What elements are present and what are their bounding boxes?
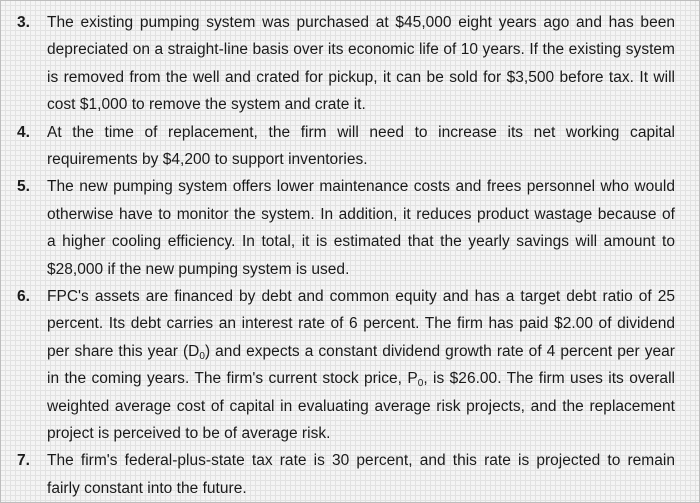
text-line: requirements by $4,200 to support inventories. (47, 150, 368, 168)
subscript: 0 (199, 350, 205, 362)
text-line: a higher cooling efficiency. In total, it is estimated that the yearly savings will amount to (47, 233, 675, 251)
item-number: 4. (17, 123, 30, 141)
text-line-with-subscript (47, 365, 675, 392)
text-line: FPC's assets are financed by debt and common equity and has a target debt ratio of 25 (47, 288, 675, 305)
text-line: project is perceived to be of average risk. (47, 425, 331, 442)
text-segment: , is $26.00. The firm uses its overall (423, 370, 675, 388)
text-line: At the time of replacement, the firm will need to increase its net working capital (47, 123, 675, 141)
text-line: depreciated on a straight-line basis over its economic life of 10 years. If the existing system (47, 41, 675, 59)
item-number: 3. (17, 14, 30, 31)
item-number: 7. (17, 452, 30, 470)
text-line: cost $1,000 to remove the system and crate it. (47, 96, 366, 114)
text-line: The firm's federal-plus-state tax rate is 30 percent, and this rate is projected to remain (47, 452, 675, 470)
text-line: $28,000 if the new pumping system is used. (47, 260, 350, 278)
text-segment: per share this year (D (47, 342, 200, 360)
text-line: The new pumping system offers lower maintenance costs and frees personnel who would (47, 178, 675, 196)
text-line: percent. Its debt carries an interest rate of 6 percent. The firm has paid $2.00 of dividend (47, 315, 675, 333)
text-line: weighted average cost of capital in evaluating average risk projects, and the replacement (47, 397, 675, 415)
text-line: fairly constant into the future. (47, 479, 247, 497)
text-line-with-subscript (47, 338, 675, 365)
subscript: 0 (417, 378, 424, 390)
text-segment: in the coming years. The firm's current stock price, P (47, 370, 418, 388)
text-line: is removed from the well and crated for pickup, it can be sold for $3,500 before tax. It will (47, 68, 675, 86)
text-line: otherwise have to monitor the system. In addition, it reduces product wastage because of (47, 205, 675, 223)
item-number: 6. (17, 288, 30, 305)
text-segment: ) and expects a constant dividend growth rate of 4 percent per year (204, 342, 675, 360)
text-line: The existing pumping system was purchased at $45,000 eight years ago and has been (47, 14, 675, 31)
item-number: 5. (17, 178, 30, 196)
